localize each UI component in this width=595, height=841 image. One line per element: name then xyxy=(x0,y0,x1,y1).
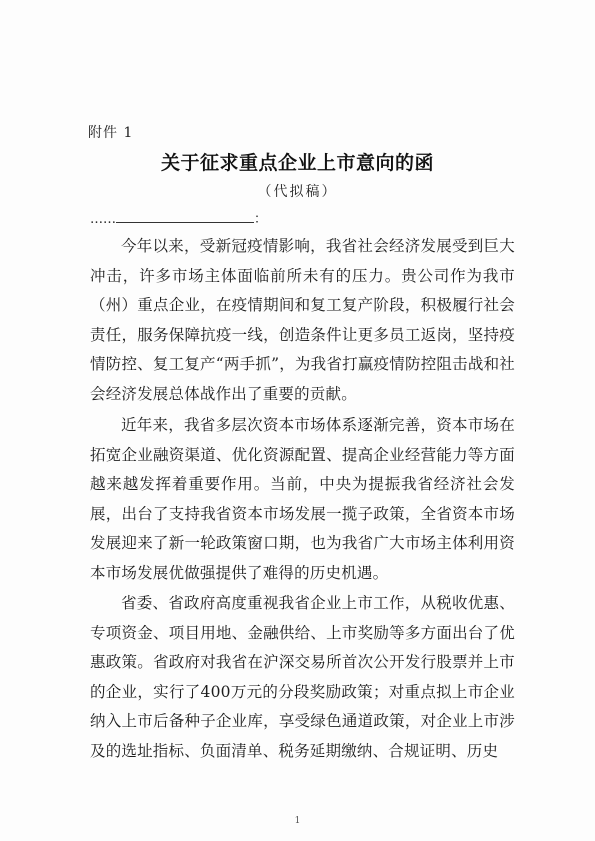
salutation-prefix: …… xyxy=(90,212,116,227)
body-paragraph-2: 近年来，我省多层次资本市场体系逐渐完善，资本市场在拓宽企业融资渠道、优化资源配置、提高企业经营能力等方面越来越发挥着重要作用。当前，中央为提振我省经济社会发展，出台了支持我省资本市场发展一揽子政策，全省资本市场发展迎来了新一轮政策窗口期，也为我省广大市场主体利用资本市场发展优做强提供了难得的历史机遇。 xyxy=(90,416,515,582)
page-number: 1 xyxy=(294,816,301,826)
body-paragraph-3: 省委、省政府高度重视我省企业上市工作，从税收优惠、专项资金、项目用地、金融供给、上市奖励等多方面出台了优惠政策。省政府对我省在沪深交易所首次公开发行股票并上市的企业，实行了400万元的分段奖励政策；对重点拟上市企业纳入上市后备种子企业库，享受绿色通道政策，对企业上市涉及的选址指标、负面清单、税务延期缴纳、合规证明、历史 xyxy=(90,594,515,760)
document-subtitle: （代拟稿） xyxy=(257,184,338,200)
salutation-colon: ： xyxy=(254,212,268,227)
attachment-label: 附件 1 xyxy=(88,125,134,141)
body-paragraph-1: 今年以来，受新冠疫情影响，我省社会经济发展受到巨大冲击，许多市场主体面临前所未有的压力。贵公司作为我市（州）重点企业，在疫情期间和复工复产阶段，积极履行社会责任，服务保障抗疫一线，创造条件让更多员工返岗，坚持疫情防控、复工复产“两手抓”，为我省打赢疫情防控阻击战和社会经济发展总体战作出了重要的贡献。 xyxy=(90,237,515,403)
document-title: 关于征求重点企业上市意向的函 xyxy=(160,152,434,174)
salutation-blank-underline xyxy=(116,210,254,223)
salutation-line xyxy=(90,208,267,227)
